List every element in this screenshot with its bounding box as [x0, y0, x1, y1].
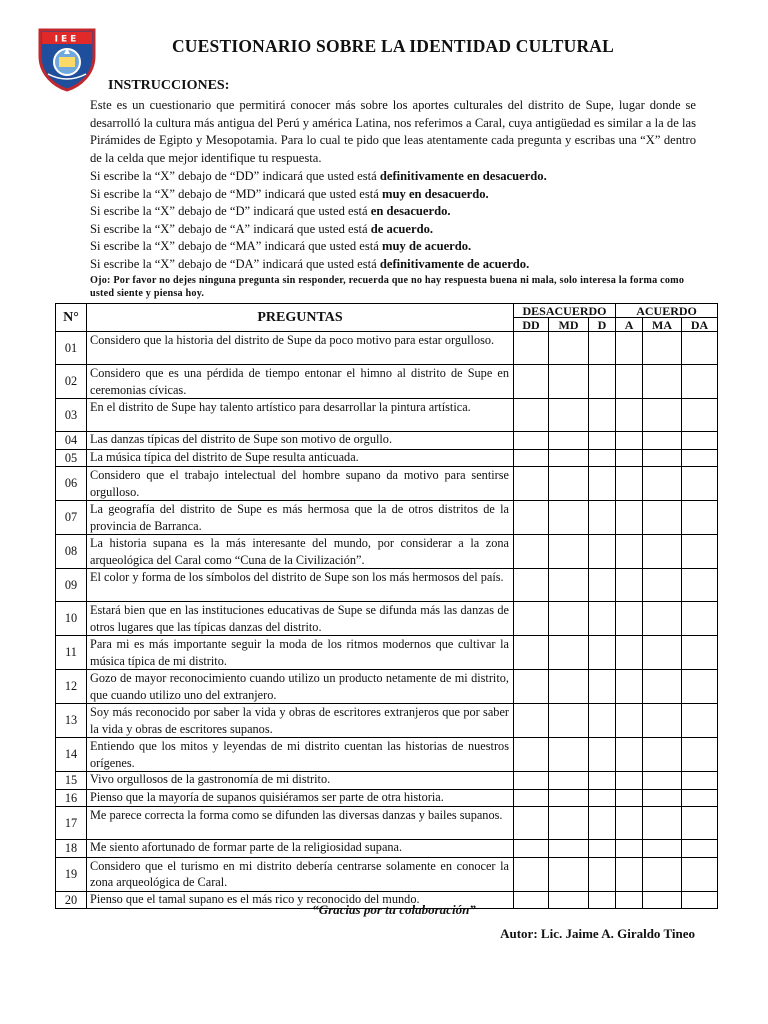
answer-cell-da[interactable]	[682, 535, 718, 569]
note-text: Ojo: Por favor no dejes ninguna pregunta sin responder, recuerda que no hay respuesta buena ni mala, solo interesa la forma como usted siente y piensa hoy.	[90, 275, 685, 299]
answer-cell-dd[interactable]	[514, 569, 549, 602]
question-text: Pienso que la mayoría de supanos quisiéramos ser parte de otra historia.	[87, 789, 514, 807]
answer-cell-dd[interactable]	[514, 602, 549, 636]
answer-cell-dd[interactable]	[514, 772, 549, 790]
table-row	[56, 569, 718, 602]
answer-cell-ma[interactable]	[643, 467, 682, 501]
scale-rule	[90, 256, 710, 274]
answer-cell-md[interactable]	[549, 535, 589, 569]
scale-rule-meaning: muy en desacuerdo.	[382, 186, 489, 201]
question-text: Las danzas típicas del distrito de Supe son motivo de orgullo.	[87, 432, 514, 450]
header-scale-dd: DD	[514, 318, 549, 332]
answer-cell-dd[interactable]	[514, 670, 549, 704]
question-number: 19	[56, 857, 87, 891]
answer-cell-d[interactable]	[589, 704, 616, 738]
question-number: 10	[56, 602, 87, 636]
answer-cell-dd[interactable]	[514, 704, 549, 738]
table-row	[56, 738, 718, 772]
scale-rule-meaning: en desacuerdo.	[370, 204, 451, 218]
table-row	[56, 807, 718, 840]
answer-cell-dd[interactable]	[514, 432, 549, 450]
answer-cell-da[interactable]	[682, 789, 718, 807]
question-number: 07	[56, 501, 87, 535]
answer-cell-a[interactable]	[616, 501, 643, 535]
answer-cell-a[interactable]	[616, 365, 643, 399]
answer-cell-d[interactable]	[589, 789, 616, 807]
scale-rule-meaning: muy de acuerdo.	[382, 239, 472, 253]
answer-cell-a[interactable]	[616, 772, 643, 790]
answer-cell-ma[interactable]	[643, 840, 682, 858]
answer-cell-da[interactable]	[682, 807, 718, 840]
question-number: 02	[56, 365, 87, 399]
answer-cell-dd[interactable]	[514, 857, 549, 891]
question-text: Considero que el trabajo intelectual del hombre supano da motivo para sentirse orgulloso.	[87, 467, 514, 501]
answer-cell-a[interactable]	[616, 399, 643, 432]
answer-cell-md[interactable]	[549, 840, 589, 858]
answer-cell-d[interactable]	[589, 399, 616, 432]
answer-cell-ma[interactable]	[643, 670, 682, 704]
answer-cell-md[interactable]	[549, 399, 589, 432]
table-row	[56, 432, 718, 450]
question-text: Vivo orgullosos de la gastronomía de mi distrito.	[87, 772, 514, 790]
answer-cell-d[interactable]	[589, 449, 616, 467]
answer-cell-a[interactable]	[616, 840, 643, 858]
answer-cell-ma[interactable]	[643, 365, 682, 399]
question-number: 03	[56, 399, 87, 432]
scale-rules	[90, 168, 710, 273]
scale-rule-text: Si escribe la “X” debajo de “MA” indicará que usted está	[90, 239, 382, 253]
answer-cell-md[interactable]	[549, 704, 589, 738]
answer-cell-dd[interactable]	[514, 789, 549, 807]
question-number: 09	[56, 569, 87, 602]
answer-cell-d[interactable]	[589, 602, 616, 636]
answer-cell-da[interactable]	[682, 704, 718, 738]
question-text: La música típica del distrito de Supe resulta anticuada.	[87, 449, 514, 467]
answer-cell-md[interactable]	[549, 857, 589, 891]
answer-cell-md[interactable]	[549, 569, 589, 602]
header-scale-ma: MA	[643, 318, 682, 332]
answer-cell-d[interactable]	[589, 772, 616, 790]
question-number: 05	[56, 449, 87, 467]
scale-rule-text: Si escribe la “X” debajo de “DA” indicará que usted está	[90, 256, 380, 271]
answer-cell-dd[interactable]	[514, 467, 549, 501]
answer-cell-ma[interactable]	[643, 602, 682, 636]
answer-cell-dd[interactable]	[514, 449, 549, 467]
answer-cell-a[interactable]	[616, 636, 643, 670]
question-text: Gozo de mayor reconocimiento cuando utilizo un producto netamente de mi distrito, que cuando utilizo uno del extranjero.	[87, 670, 514, 704]
answer-cell-dd[interactable]	[514, 399, 549, 432]
answer-cell-md[interactable]	[549, 738, 589, 772]
answer-cell-da[interactable]	[682, 636, 718, 670]
answer-cell-a[interactable]	[616, 738, 643, 772]
question-number: 18	[56, 840, 87, 858]
scale-rule	[90, 203, 710, 221]
table-row	[56, 602, 718, 636]
answer-cell-d[interactable]	[589, 636, 616, 670]
answer-cell-md[interactable]	[549, 332, 589, 365]
answer-cell-a[interactable]	[616, 332, 643, 365]
answer-cell-a[interactable]	[616, 602, 643, 636]
answer-cell-d[interactable]	[589, 840, 616, 858]
intro-paragraph: Este es un cuestionario que permitirá conocer más sobre los aportes culturales del distrito de Supe, lugar donde se desarrolló la cultura más antigua del Perú y américa Latina, nos referimos a Caral, cuya antigüedad es similar a la de las Pirámides de Egipto y Mesopotamia. Para lo cual te pido que leas atentamente cada pregunta y escribas una “X” dentro de la celda que mejor identifique tu respuesta.	[90, 98, 696, 165]
table-row	[56, 704, 718, 738]
question-text: Me parece correcta la forma como se difunden las diversas danzas y bailes supanos.	[87, 807, 514, 840]
header-num: N°	[56, 304, 87, 332]
question-text: Soy más reconocido por saber la vida y obras de escritores extranjeros que por saber la vida y obras de escritores supanos.	[87, 704, 514, 738]
table-row	[56, 789, 718, 807]
answer-cell-md[interactable]	[549, 670, 589, 704]
question-number: 11	[56, 636, 87, 670]
answer-cell-dd[interactable]	[514, 332, 549, 365]
table-row	[56, 332, 718, 365]
table-row	[56, 365, 718, 399]
answer-cell-md[interactable]	[549, 432, 589, 450]
answer-cell-md[interactable]	[549, 467, 589, 501]
answer-cell-da[interactable]	[682, 602, 718, 636]
table-row	[56, 840, 718, 858]
question-number: 12	[56, 670, 87, 704]
answer-cell-d[interactable]	[589, 432, 616, 450]
instructions-heading: INSTRUCCIONES:	[108, 78, 230, 93]
answer-cell-da[interactable]	[682, 467, 718, 501]
answer-cell-a[interactable]	[616, 670, 643, 704]
svg-text:IEE: IEE	[54, 34, 80, 45]
questionnaire-table	[55, 303, 718, 909]
answer-cell-dd[interactable]	[514, 365, 549, 399]
answer-cell-a[interactable]	[616, 569, 643, 602]
answer-cell-da[interactable]	[682, 569, 718, 602]
question-text: El color y forma de los símbolos del distrito de Supe son los más hermosos del país.	[87, 569, 514, 602]
answer-cell-d[interactable]	[589, 807, 616, 840]
question-text: Considero que la historia del distrito de Supe da poco motivo para estar orgulloso.	[87, 332, 514, 365]
answer-cell-md[interactable]	[549, 636, 589, 670]
answer-cell-ma[interactable]	[643, 399, 682, 432]
answer-cell-da[interactable]	[682, 365, 718, 399]
answer-cell-d[interactable]	[589, 501, 616, 535]
scale-rule-text: Si escribe la “X” debajo de “MD” indicará que usted está	[90, 186, 382, 201]
answer-cell-d[interactable]	[589, 738, 616, 772]
question-number: 14	[56, 738, 87, 772]
answer-cell-da[interactable]	[682, 857, 718, 891]
answer-cell-ma[interactable]	[643, 569, 682, 602]
answer-cell-ma[interactable]	[643, 789, 682, 807]
answer-cell-a[interactable]	[616, 789, 643, 807]
answer-cell-md[interactable]	[549, 449, 589, 467]
scale-rule-meaning: de acuerdo.	[370, 221, 434, 236]
scale-rule	[90, 221, 710, 239]
answer-cell-d[interactable]	[589, 332, 616, 365]
answer-cell-md[interactable]	[549, 772, 589, 790]
answer-cell-da[interactable]	[682, 501, 718, 535]
question-text: Considero que el turismo en mi distrito debería centrarse solamente en conocer la zona arqueológica de Caral.	[87, 857, 514, 891]
question-text: En el distrito de Supe hay talento artístico para desarrollar la pintura artística.	[87, 399, 514, 432]
question-text: Entiendo que los mitos y leyendas de mi distrito cuentan las historias de nuestros orígenes.	[87, 738, 514, 772]
answer-cell-ma[interactable]	[643, 449, 682, 467]
question-number: 06	[56, 467, 87, 501]
answer-cell-a[interactable]	[616, 704, 643, 738]
answer-cell-dd[interactable]	[514, 636, 549, 670]
header-disagree-group: DESACUERDO	[514, 304, 616, 318]
header-questions: PREGUNTAS	[87, 304, 514, 332]
answer-cell-d[interactable]	[589, 365, 616, 399]
answer-cell-a[interactable]	[616, 449, 643, 467]
question-text: Pienso que el tamal supano es el más rico y reconocido del mundo.	[87, 891, 514, 909]
question-number: 04	[56, 432, 87, 450]
answer-cell-a[interactable]	[616, 432, 643, 450]
header-agree-group: ACUERDO	[616, 304, 718, 318]
question-number: 08	[56, 535, 87, 569]
question-number: 15	[56, 772, 87, 790]
answer-cell-da[interactable]	[682, 332, 718, 365]
question-text: Considero que es una pérdida de tiempo entonar el himno al distrito de Supe en ceremonias cívicas.	[87, 365, 514, 399]
question-number: 20	[56, 891, 87, 909]
scale-rule	[90, 238, 710, 256]
answer-cell-dd[interactable]	[514, 807, 549, 840]
answer-cell-da[interactable]	[682, 670, 718, 704]
answer-cell-md[interactable]	[549, 365, 589, 399]
answer-cell-dd[interactable]	[514, 738, 549, 772]
answer-cell-d[interactable]	[589, 467, 616, 501]
scale-rule-meaning: definitivamente en desacuerdo.	[379, 169, 547, 183]
question-number: 16	[56, 789, 87, 807]
thanks-text: “Gracias por tu colaboración”	[312, 902, 476, 917]
question-number: 13	[56, 704, 87, 738]
answer-cell-da[interactable]	[682, 840, 718, 858]
answer-cell-md[interactable]	[549, 501, 589, 535]
question-number: 17	[56, 807, 87, 840]
answer-cell-ma[interactable]	[643, 807, 682, 840]
answer-cell-ma[interactable]	[643, 857, 682, 891]
answer-cell-md[interactable]	[549, 602, 589, 636]
answer-cell-dd[interactable]	[514, 840, 549, 858]
answer-cell-ma[interactable]	[643, 738, 682, 772]
scale-rule-text: Si escribe la “X” debajo de “A” indicará que usted está	[90, 221, 371, 236]
answer-cell-ma[interactable]	[643, 501, 682, 535]
table-row	[56, 636, 718, 670]
answer-cell-ma[interactable]	[643, 704, 682, 738]
question-number: 01	[56, 332, 87, 365]
answer-cell-md[interactable]	[549, 789, 589, 807]
answer-cell-d[interactable]	[589, 670, 616, 704]
table-row	[56, 670, 718, 704]
answer-cell-da[interactable]	[682, 738, 718, 772]
answer-cell-dd[interactable]	[514, 501, 549, 535]
answer-cell-dd[interactable]	[514, 535, 549, 569]
question-text: La geografía del distrito de Supe es más hermosa que la de otros distritos de la provincia de Barranca.	[87, 501, 514, 535]
header-scale-da: DA	[682, 318, 718, 332]
answer-cell-ma[interactable]	[643, 332, 682, 365]
scale-rule-meaning: definitivamente de acuerdo.	[379, 256, 530, 271]
scale-rule	[90, 168, 710, 186]
author-text: Autor: Lic. Jaime A. Giraldo Tineo	[500, 926, 695, 941]
table-row	[56, 501, 718, 535]
answer-cell-ma[interactable]	[643, 535, 682, 569]
answer-cell-ma[interactable]	[643, 772, 682, 790]
page-title: CUESTIONARIO SOBRE LA IDENTIDAD CULTURAL	[171, 36, 615, 56]
answer-cell-ma[interactable]	[643, 432, 682, 450]
answer-cell-da[interactable]	[682, 772, 718, 790]
answer-cell-a[interactable]	[616, 857, 643, 891]
answer-cell-a[interactable]	[616, 807, 643, 840]
table-row	[56, 449, 718, 467]
answer-cell-ma[interactable]	[643, 636, 682, 670]
table-row	[56, 772, 718, 790]
question-text: Estará bien que en las instituciones educativas de Supe se difunda más las danzas de otros lugares que las típicas danzas del distrito.	[87, 602, 514, 636]
header-scale-d: D	[589, 318, 616, 332]
answer-cell-a[interactable]	[616, 467, 643, 501]
scale-rule-text: Si escribe la “X” debajo de “D” indicará que usted está	[90, 204, 371, 218]
table-row	[56, 535, 718, 569]
question-text: La historia supana es la más interesante del mundo, por considerar a la zona arqueológica del Caral como “Cuna de la Civilización”.	[87, 535, 514, 569]
answer-cell-d[interactable]	[589, 569, 616, 602]
table-row	[56, 399, 718, 432]
header-scale-a: A	[616, 318, 643, 332]
table-row	[56, 467, 718, 501]
answer-cell-da[interactable]	[682, 399, 718, 432]
answer-cell-da[interactable]	[682, 432, 718, 450]
answer-cell-md[interactable]	[549, 807, 589, 840]
scale-rule-text: Si escribe la “X” debajo de “DD” indicará que usted está	[90, 169, 380, 183]
question-text: Para mi es más importante seguir la moda de los ritmos modernos que cultivar la música típica de mi distrito.	[87, 636, 514, 670]
scale-rule	[90, 186, 710, 204]
answer-cell-d[interactable]	[589, 535, 616, 569]
table-row	[56, 857, 718, 891]
header-scale-md: MD	[549, 318, 589, 332]
answer-cell-a[interactable]	[616, 535, 643, 569]
question-text: Me siento afortunado de formar parte de la religiosidad supana.	[87, 840, 514, 858]
answer-cell-da[interactable]	[682, 449, 718, 467]
answer-cell-d[interactable]	[589, 857, 616, 891]
